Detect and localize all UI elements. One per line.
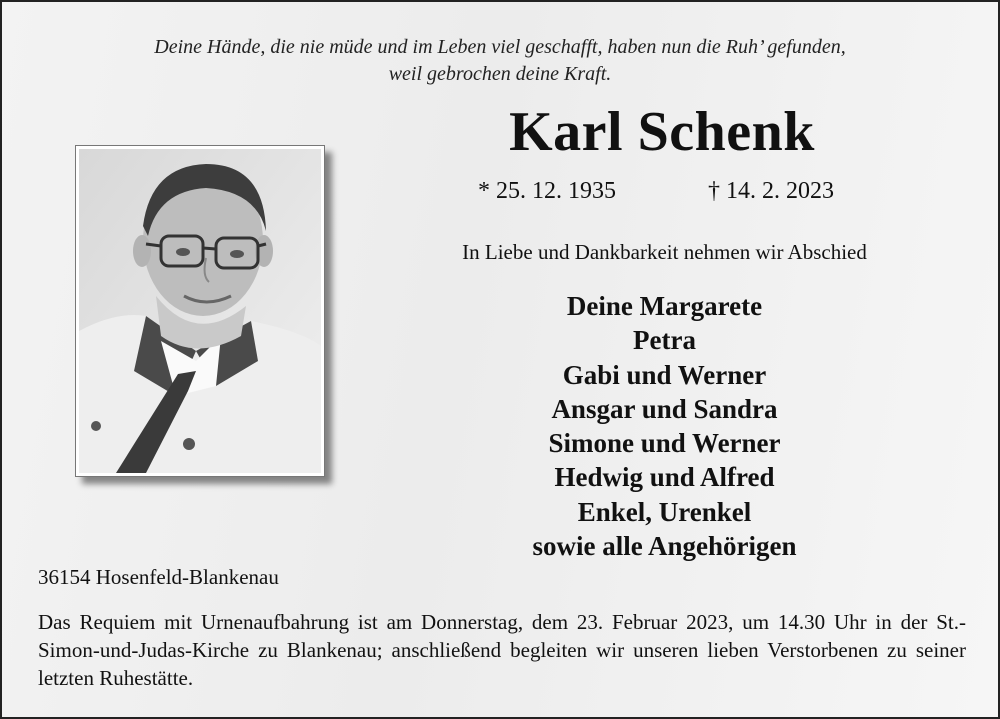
mourners-list [422,289,907,563]
birth-date: * 25. 12. 1935 [478,178,616,204]
requiem-notice: Das Requiem mit Urnenaufbahrung ist am Donnerstag, dem 23. Februar 2023, um 14.30 Uhr in der St.-Simon-und-Judas-Kirche zu Blankenau; anschließend begleiten wir unseren lieben Verstorbenen zu seiner letzten Ruhestätte. [38,610,966,690]
mourner-name: sowie alle Angehörigen [532,531,797,562]
portrait-photo [75,145,325,477]
motto-line-2: weil gebrochen deine Kraft. [388,63,612,85]
motto-verse [42,34,958,88]
motto-line-1: Deine Hände, die nie müde und im Leben viel geschafft, haben nun die Ruh’ gefunden, [154,36,846,58]
mourner-name: Hedwig und Alfred [554,462,775,493]
mourner-name: Ansgar und Sandra [551,393,778,424]
mourner-name: Gabi und Werner [562,359,767,390]
farewell-line: In Liebe und Dankbarkeit nehmen wir Abschied [462,240,867,264]
location: 36154 Hosenfeld-Blankenau [38,565,279,589]
mourner-name: Enkel, Urenkel [577,496,752,527]
deceased-name: Karl Schenk [509,101,815,163]
mourner-name: Simone und Werner [548,428,781,459]
death-date: † 14. 2. 2023 [708,178,834,204]
mourner-name: Deine Margarete [566,291,763,321]
mourner-name: Petra [633,325,696,356]
